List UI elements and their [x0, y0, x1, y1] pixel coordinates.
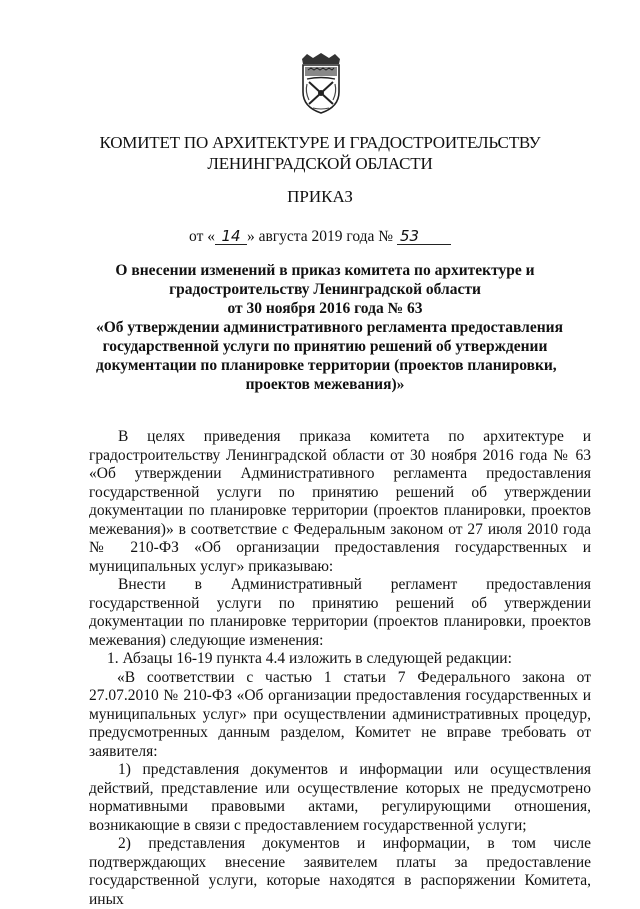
organization-name — [60, 132, 580, 174]
body-paragraph: 1. Абзацы 16-19 пункта 4.4 изложить в следующей редакции: — [107, 650, 512, 667]
title-line: «Об утверждении административного регламента предоставления — [96, 319, 563, 336]
title-line: документации по планировке территории (проектов планировки, — [96, 357, 557, 374]
body-paragraph: 1) представления документов и информации или осуществления действий, представление или осуществление которых не предусмотрено нормативными правовыми актами, регулирующими отношения, возникающие в связи с предоставлением государственной услуги; — [89, 761, 591, 834]
document-type: ПРИКАЗ — [287, 187, 353, 206]
org-line-2: ЛЕНИНГРАДСКОЙ ОБЛАСТИ — [207, 154, 433, 173]
title-line: от 30 ноября 2016 года № 63 — [227, 300, 423, 317]
date-number-line — [0, 228, 640, 246]
title-line: градостроительству Ленинградской области — [169, 281, 481, 298]
title-line: проектов межевания)» — [245, 376, 405, 393]
body-paragraph: Внести в Административный регламент предоставления государственной услуги по принятию решений об утверждении документации по планировке территории (проектов планировки, проектов межевания) следующие изменения: — [89, 576, 591, 649]
date-prefix: от « — [189, 228, 215, 245]
org-line-1: КОМИТЕТ ПО АРХИТЕКТУРЕ И ГРАДОСТРОИТЕЛЬСТВУ — [99, 133, 541, 152]
document-title — [96, 261, 563, 394]
body-paragraph: «В соответствии с частью 1 статьи 7 Федерального закона от 27.07.2010 № 210-ФЗ «Об организации предоставления государственных и муниципальных услуг» при осуществлении административных процедур, предусмотренных данным разделом, Комитет не вправе требовать от заявителя: — [89, 668, 591, 760]
document-body — [89, 428, 591, 909]
coat-of-arms-emblem — [299, 52, 343, 114]
title-line: государственной услуги по принятию решений об утверждении — [102, 338, 548, 355]
handwritten-day: 14 — [215, 228, 247, 245]
date-middle: » августа 2019 года № — [246, 228, 394, 245]
body-paragraph: 2) представления документов и информации, в том числе подтверждающих внесение заявителем платы за предоставление государственной услуги, которые находятся в распоряжении Комитета, иных — [89, 835, 591, 908]
body-paragraph: В целях приведения приказа комитета по архитектуре и градостроительству Ленинградской области от 30 ноября 2016 года № 63 «Об утверждении Административного регламента предоставления государственной услуги по принятию решений об утверждении документации по планировке территории (проектов планировки, проектов межевания)» в соответствие с Федеральным законом от 27 июля 2010 года № 210-ФЗ «Об организации предоставления государственных и муниципальных услуг» приказываю: — [89, 428, 591, 575]
handwritten-order-number: 53 — [397, 228, 451, 245]
title-line: О внесении изменений в приказ комитета по архитектуре и — [115, 262, 535, 279]
